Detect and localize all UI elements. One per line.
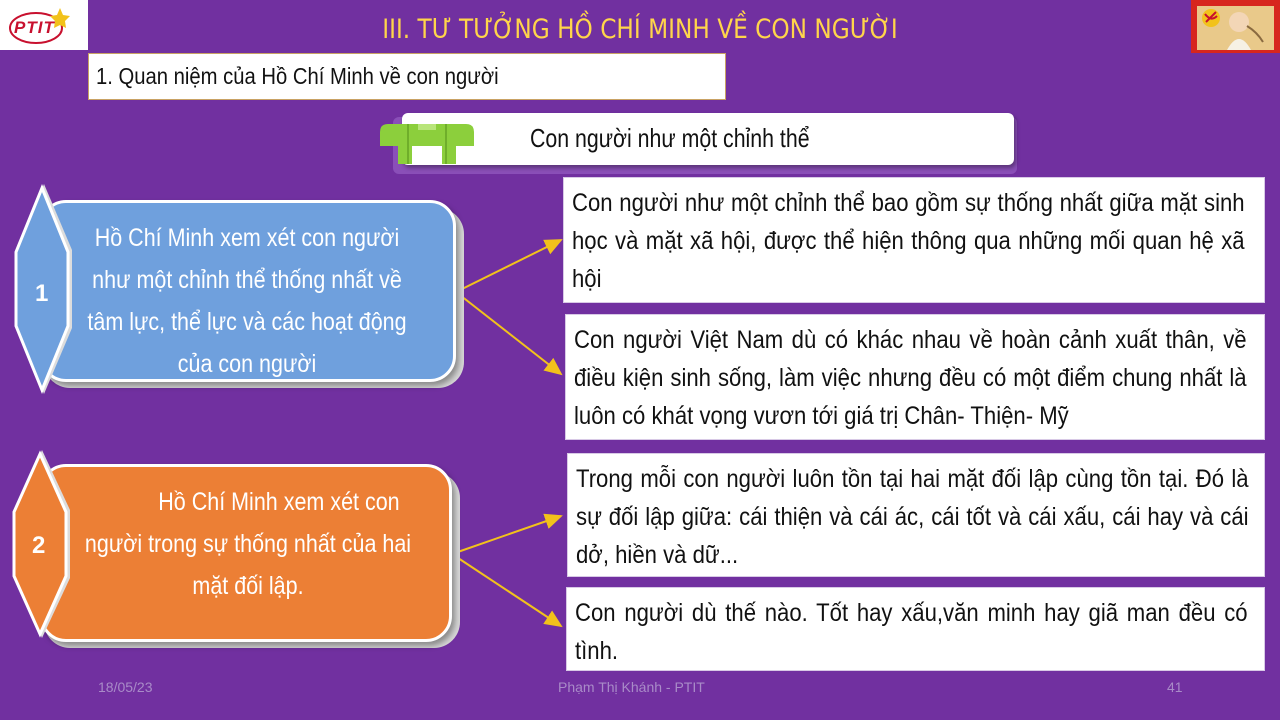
point-2-line: Hồ Chí Minh xem xét con [158,488,400,516]
point-1-line: của con người [177,350,317,378]
point-card-2 [40,464,452,642]
topic-banner [402,113,1014,165]
detail-box-2b [566,587,1265,671]
ptit-logo [0,0,88,50]
detail-1b-text: Con người Việt Nam dù có khác nhau về hoàn cảnh xuất thân, về điều kiện sinh sống, làm việc nhưng đều có một điểm chung nhất là luôn có khát vọng vươn tới giá trị Chân- Thiện- Mỹ [574,326,1247,430]
detail-box-1a [563,177,1265,303]
detail-2a-text: Trong mỗi con người luôn tồn tại hai mặt đối lập cùng tồn tại. Đó là sự đối lập giữa: cái thiện và cái ác, cái tốt và cái xấu, cái hay và cái dở, hiền và dữ... [576,465,1249,569]
point-1-line: như một chỉnh thể thống nhất về [92,266,402,294]
footer-author: Phạm Thị Khánh - PTIT [558,679,705,695]
green-shirt-icon [378,118,476,164]
point-1-number: 1 [35,280,49,307]
ho-chi-minh-portrait [1191,0,1280,53]
point-2-number: 2 [32,532,46,559]
point-1-line: tâm lực, thể lực và các hoạt động [87,308,407,336]
point-1-text [84,217,411,385]
slide-title: III. TƯ TƯỞNG HỒ CHÍ MINH VỀ CON NGƯỜI [382,14,898,45]
detail-1a-text: Con người như một chỉnh thể bao gồm sự thống nhất giữa mặt sinh học và mặt xã hội, được thể hiện thông qua những mối quan hệ xã hội [572,189,1245,293]
point-2-line: mặt đối lập. [192,572,304,600]
topic-banner-label: Con người như một chỉnh thể [530,123,810,153]
arrow-2a [452,516,561,554]
arrow-1b [456,292,561,374]
detail-2b-text: Con người dù thế nào. Tốt hay xấu,văn minh hay giã man đều có tình. [575,599,1248,665]
section-heading: 1. Quan niệm của Hồ Chí Minh về con người [96,63,499,89]
detail-box-2a [567,453,1265,577]
point-2-text [80,481,415,607]
logo-text: PTIT [14,18,55,37]
point-1-line: Hồ Chí Minh xem xét con người [94,224,400,252]
detail-box-1b [565,314,1265,440]
point-card-1 [40,200,456,382]
section-heading-box [88,53,726,100]
arrow-1a [456,240,561,292]
footer-date: 18/05/23 [98,679,153,695]
arrow-2b [452,554,561,626]
footer-page-number: 41 [1167,679,1183,695]
point-2-line: người trong sự thống nhất của hai [84,530,412,558]
